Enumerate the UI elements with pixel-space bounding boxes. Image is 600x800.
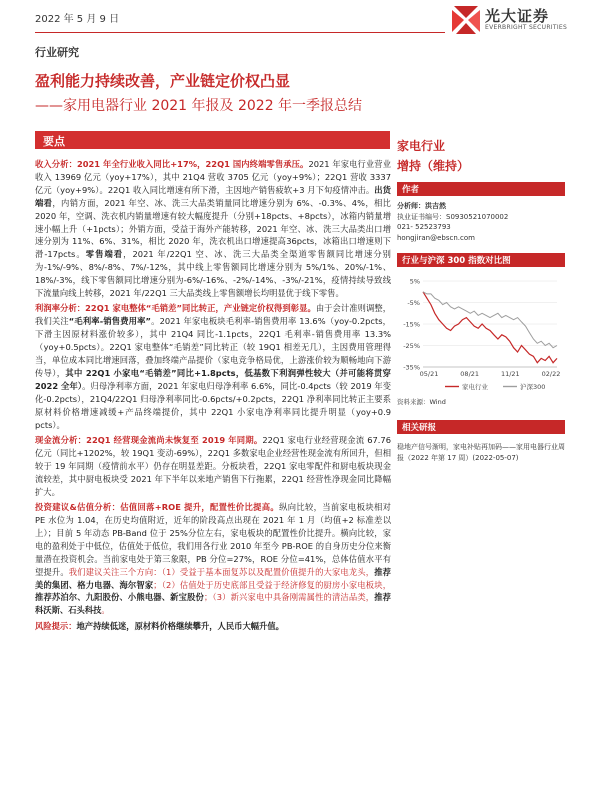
analyst-email[interactable]: hongjiran@ebscn.com [397, 233, 475, 242]
paragraph-bold: 推荐科沃斯、石头科技 [35, 592, 391, 616]
logo-name-en: EVERBRIGHT SECURITIES [485, 24, 568, 31]
paragraph-red: ；（3）新兴家电中具备刚需属性的清洁品类， [203, 592, 375, 603]
paragraph-bold: “毛利率-销售费用率” [68, 316, 152, 327]
analyst-label: 分析师： [397, 202, 425, 210]
chart-legend-label: 沪深300 [520, 383, 546, 391]
paragraph-bold: 零售端看 [85, 249, 124, 260]
paragraph-red: 。 [101, 605, 110, 616]
paragraph-text: 由于会计准则调整，我们关注 [35, 303, 391, 327]
section-header-key-points [35, 131, 390, 149]
paragraph-risk [35, 620, 391, 633]
chart-svg [397, 275, 565, 395]
sidebar [397, 131, 565, 463]
analyst-cert: 执业证书编号：S0930521070002 [397, 212, 509, 221]
section-label: 要点 [43, 135, 65, 148]
chart-source: 资料来源：Wind [397, 398, 446, 406]
chart-x-tick-label: 08/21 [460, 370, 480, 378]
chart-y-tick-label: -5% [407, 299, 420, 307]
paragraph-text: ，内销方面，2021 年空、冰、洗三大品类销量同比增速分别为 6%、-0.3%、4%，相比 2020 年，空调、洗衣机内销量增速有较大幅度提升（分别+18pcts、+8pcts），冰箱内销量增速小幅上升（+1pcts）；外销方面，受益于海外产能转移，2021 年空、冰、洗三大品类出口增速分别为 11%、6%、31%，相比 2020 年，洗衣机出口增速提高36pcts，冰箱出口增速则下滑-17pcts。 [35, 197, 391, 260]
chart-y-tick-label: -25% [403, 342, 420, 350]
author-section-header [397, 182, 565, 196]
paragraph-text: ，2021 年/22Q1 空、冰、洗三大品类全渠道零售额同比增速分别为-1%/-9%、8%/-8%、7%/-12%，其中线上零售额同比增速分别为 5%/1%、20%/-1%、18%/-3%，线下零售额同比增速分别为-6%/-16%、-2%/-14%、-3%/-21%，疫情持续导致线下流量向线上转移，2021 年/22Q1 三大品类线上零售额增长均明显优于线下零售。 [35, 249, 391, 299]
analyst-name: 洪吉然 [425, 202, 446, 210]
author-info [397, 201, 565, 243]
logo-icon [452, 6, 480, 34]
chart-section-header [397, 253, 565, 267]
paragraph-investment [35, 501, 391, 617]
paragraph-heading: 收入分析：2021 年全行业收入同比+17%，22Q1 国内终端零售承压。 [35, 159, 309, 169]
industry-rating: 增持（维持） [397, 159, 470, 173]
chart-legend-label: 家电行业 [462, 383, 488, 391]
main-content [35, 158, 391, 635]
paragraph-red: 我们建议关注三个方向：（1）受益于基本面复苏以及配置价值提升的大家电龙头， [68, 566, 375, 577]
chart-label: 行业与沪深 300 指数对比图 [402, 256, 511, 266]
analyst-phone: 021- 52523793 [397, 223, 451, 231]
chart-series-line-hs300 [423, 292, 557, 348]
chart-x-tick-label: 05/21 [419, 370, 439, 378]
chart-x-tick-label: 11/21 [500, 370, 520, 378]
paragraph-bold: 其中 22Q1 小家电“毛销差”同比+1.8pcts，低基数下利润弹性较大（并可能将贯穿 2022 全年） [35, 368, 391, 391]
index-comparison-chart [397, 275, 565, 395]
header-divider [35, 32, 445, 33]
logo [452, 4, 582, 38]
chart-y-tick-label: -15% [403, 320, 420, 329]
paragraph-bold: 推荐美的集团、格力电器、海尔智家 [35, 566, 391, 590]
paragraph-bold: 地产持续低迷，原材料价格继续攀升，人民币大幅升值。 [76, 620, 284, 631]
chart-x-tick-label: 02/22 [541, 370, 561, 378]
paragraph-bold: 出货端看 [35, 184, 391, 208]
analyst-line [397, 201, 565, 212]
paragraph-profit [35, 302, 391, 431]
report-subtitle: ——家用电器行业 2021 年报及 2022 年一季报总结 [35, 98, 363, 114]
logo-name: 光大证券 [485, 7, 550, 25]
paragraph-text: 2021 年家电行业营业收入 13969 亿元（yoy+17%），其中 21Q4 营收 3705 亿元（yoy+9%）；22Q1 营收 3337 亿元（yoy+9%）。22Q1 收入同比增速有所下滑，主因地产销售疲软+3 月下旬疫情冲击。 [35, 159, 391, 195]
related-section-header [397, 420, 565, 434]
paragraph-revenue [35, 158, 391, 300]
chart-y-tick-label: -35% [403, 363, 420, 372]
industry-name: 家电行业 [397, 139, 446, 153]
paragraph-bold: 推荐苏泊尔、九阳股份、小熊电器、新宝股份 [35, 592, 204, 603]
paragraph-cashflow [35, 434, 391, 499]
related-report[interactable]: 稳地产信号渐明，家电补贴再加码——家用电器行业周报（2022 年第 17 周）(2022-05-07) [397, 443, 565, 462]
paragraph-text: 。2021 年家电板块毛利率-销售费用率 13.6%（yoy-0.2pcts，下滑主因原材料涨价较多），其中 21Q4 同比-1.1pcts，22Q1 毛利率-销售费用率 13.3%（yoy+0.5pcts）。22Q1 家电整体“毛销差”同比转正（较 19Q1 相差无几），主因费用管理得当，单位成本同比增速回落，叠加终端产品提价（家电竞争格局优，上游涨价较为顺畅地向下游传导）， [35, 316, 391, 378]
paragraph-heading: 利润率分析：22Q1 家电整体“毛销差”同比转正，产业链定价权得到彰显。 [35, 303, 316, 314]
report-category: 行业研究 [35, 46, 79, 59]
chart-y-tick-label: 5% [409, 277, 420, 286]
report-title: 盈利能力持续改善，产业链定价权凸显 [35, 72, 291, 90]
paragraph-red: ；（2）估值处于历史底部且受益于经济修复的厨房小家电板块， [153, 579, 391, 590]
paragraph-text: 。归母净利率方面，2021 年家电归母净利率 6.6%，同比-0.4pcts（较 2019 年变化-0.2pcts），21Q4/22Q1 归母净利率同比-0.6pcts/+0.2pcts，22Q1 净利率同比转正主要系原材料价格增速减缓+产品终端提价，其中 22Q1 小家电净利率同比提升明显（yoy+0.9 pcts）。 [35, 380, 392, 430]
paragraph-text: 22Q1 家电行业经营现金流 67.76 亿元（同比+1202%，较 19Q1 变动-69%），22Q1 多数家电企业经营性现金流有所回升，但相较于 19 年同期（疫情前水平）仍存在明显差距。分板块看，22Q1 家电零配件和厨电板块现金流较差，其中厨电板块受 2021 年下半年以来地产销售下行拖累，22Q1 经营性净现金同比降幅扩大。 [35, 435, 391, 497]
author-label: 作者 [402, 185, 420, 195]
paragraph-heading: 投资建议&估值分析：估值回落+ROE 提升，配置性价比提高。 [35, 502, 280, 513]
paragraph-heading: 风险提示： [35, 620, 77, 631]
paragraph-heading: 现金流分析：22Q1 经营现金流尚未恢复至 2019 年同期。 [35, 435, 263, 446]
related-label: 相关研报 [402, 423, 437, 433]
report-date: 2022 年 5 月 9 日 [35, 14, 120, 25]
paragraph-text: 纵向比较，当前家电板块相对 PE 水位为 1.04，在历史均值附近，近年的阶段高点出现在 2021 年 1 月（均值+2 标准差以上）；目前 5 年动态 PB-Band 位于 25%分位左右，家电板块的配置性价比提升。横向比较，家电的盈利处于中低位，估值处于低位，我们用各行业 2010 年至今 PB-ROE 的自身历史分位来衡量潜在投资机会。当前家电处于第三象限，PB 分位=27%，ROE 分位=41%，总体估值水平有望提升。 [35, 502, 391, 577]
